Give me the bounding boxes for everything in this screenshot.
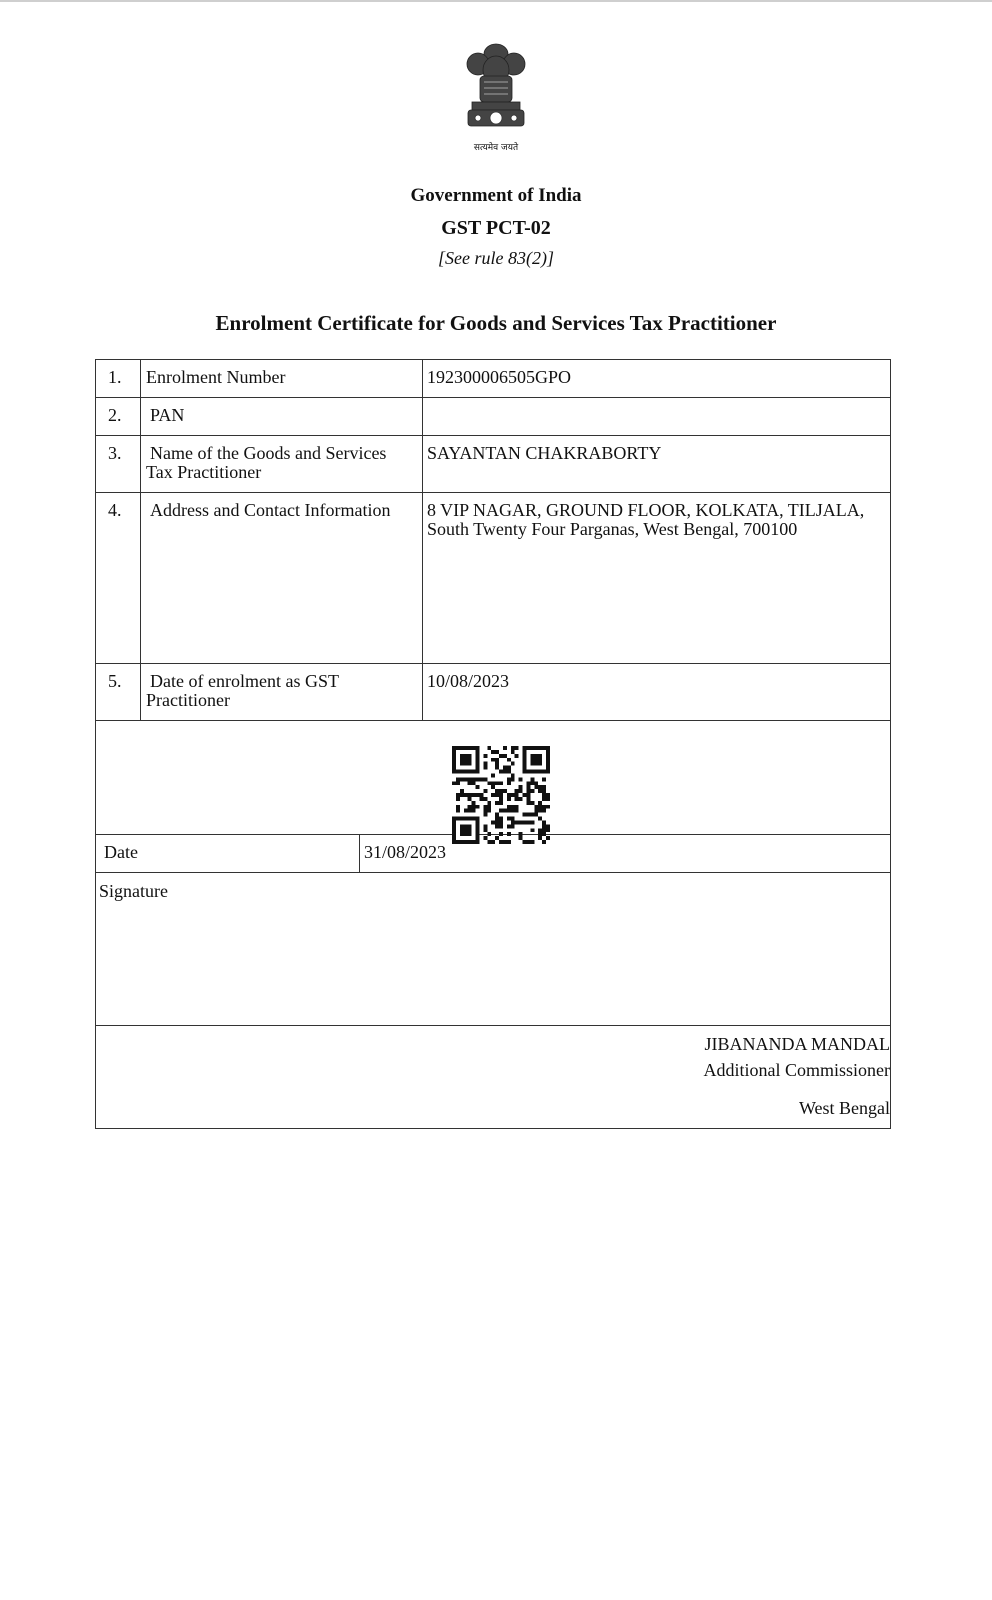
row-label: Enrolment Number <box>146 367 286 387</box>
top-border-line <box>0 0 992 2</box>
qr-code-icon <box>452 746 550 844</box>
address-value: 8 VIP NAGAR, GROUND FLOOR, KOLKATA, TILJALA, South Twenty Four Parganas, West Bengal, 700100 <box>427 500 865 539</box>
row-label: Address and Contact Information <box>150 500 391 520</box>
rule-reference: [See rule 83(2)] <box>438 248 554 268</box>
signatory-designation: Additional Commissioner <box>703 1060 890 1080</box>
national-emblem-icon <box>456 40 536 152</box>
form-code: GST PCT-02 <box>441 217 551 239</box>
enrolment-number-value: 192300006505GPO <box>427 367 572 387</box>
row-label: Name of the Goods and Services Tax Practitioner <box>146 443 387 482</box>
certificate-title: Enrolment Certificate for Goods and Services Tax Practitioner <box>215 311 777 335</box>
emblem-motto: सत्यमेव जयते <box>473 143 519 153</box>
row-label: Date of enrolment as GST Practitioner <box>146 671 339 710</box>
row-number: 2. <box>108 405 122 425</box>
date-value: 31/08/2023 <box>364 842 447 862</box>
row-number: 5. <box>108 671 122 691</box>
government-heading: Government of India <box>410 185 582 206</box>
row-number: 3. <box>108 443 122 463</box>
date-label: Date <box>104 842 138 862</box>
practitioner-name-value: SAYANTAN CHAKRABORTY <box>427 443 662 463</box>
signatory-state: West Bengal <box>798 1098 890 1118</box>
signature-label: Signature <box>99 881 168 901</box>
row-number: 1. <box>108 367 122 387</box>
signatory-name: JIBANANDA MANDAL <box>704 1034 890 1054</box>
enrolment-date-value: 10/08/2023 <box>427 671 510 691</box>
row-number: 4. <box>108 500 122 520</box>
row-label: PAN <box>150 405 185 425</box>
